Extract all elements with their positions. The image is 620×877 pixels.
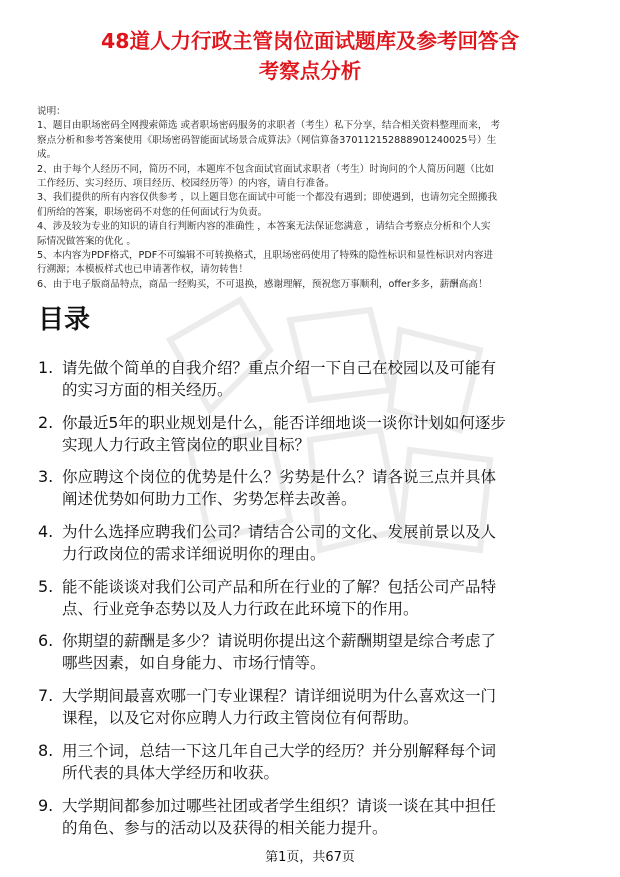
note-line: 成。 (37, 149, 57, 161)
toc-item-number: 6. (38, 631, 54, 651)
title-line-2: 考察点分析 (258, 59, 362, 83)
toc-item-number: 4. (38, 522, 54, 542)
toc-item-number: 5. (38, 576, 54, 596)
note-line: 1、题目由职场密码全网搜索筛选 或者职场密码服务的求职者（考生）私下分享，结合相关资料整理而来， 考 (37, 120, 501, 132)
note-line: 5、本内容为PDF格式，PDF不可编辑不可转换格式，且职场密码使用了特殊的隐性标识和显性标识对内容进 (37, 250, 494, 262)
toc-item-text[interactable] (62, 357, 588, 401)
note-line: 3、我们提供的所有内容仅供参考 ，以上题目您在面试中可能一个都没有遇到；即使遇到，也请勿完全照搬我 (37, 192, 498, 204)
toc-item-line: 课程，以及它对你应聘人力行政主管岗位有何帮助。 (62, 709, 419, 728)
toc-item-text[interactable] (62, 521, 588, 565)
toc-list (38, 357, 588, 849)
toc-item-line: 所代表的具体大学经历和收获。 (62, 763, 280, 782)
toc-item-line: 用三个词，总结一下这几年自己大学的经历？并分别解释每个词 (62, 741, 497, 760)
toc-item[interactable] (38, 795, 588, 850)
toc-item-line: 为什么选择应聘我们公司？请结合公司的文化、发展前景以及人 (62, 523, 497, 542)
toc-item-line: 能不能谈谈对我们公司产品和所在行业的了解？包括公司产品特 (62, 577, 497, 596)
toc-item-line: 阐述优势如何助力工作、劣势怎样去改善。 (62, 490, 357, 509)
note-line: 察点分析和参考答案使用《职场密码智能面试场景合成算法》（网信算备370112152888901240025号）生 (37, 134, 497, 146)
toc-item[interactable] (38, 466, 588, 521)
toc-item-line: 大学期间都参加过哪些社团或者学生组织？请谈一谈在其中担任 (62, 796, 497, 815)
toc-item-text[interactable] (62, 740, 588, 784)
note-line: 行溯源；本模板样式也已申请著作权，请勿转售！ (37, 264, 249, 276)
toc-item-line: 力行政岗位的需求详细说明你的理由。 (62, 545, 326, 564)
toc-item-line: 你应聘这个岗位的优势是什么？劣势是什么？请各说三点并具体 (62, 468, 497, 487)
toc-item-line: 点、行业竞争态势以及人力行政在此环境下的作用。 (62, 599, 419, 618)
toc-item[interactable] (38, 630, 588, 685)
toc-item-text[interactable] (62, 685, 588, 729)
title-line-1: 48道人力行政主管岗位面试题库及参考回答含 (100, 29, 520, 53)
toc-item-number: 8. (38, 740, 54, 760)
document-title (20, 26, 600, 86)
toc-item[interactable] (38, 685, 588, 740)
toc-item-line: 的实习方面的相关经历。 (62, 381, 233, 399)
toc-item[interactable] (38, 357, 588, 412)
toc-item-text[interactable] (62, 412, 588, 456)
toc-item-line: 大学期间最喜欢哪一门专业课程？请详细说明为什么喜欢这一门 (62, 687, 497, 706)
toc-item-text[interactable] (62, 795, 588, 839)
toc-item-number: 1. (38, 358, 54, 377)
toc-item-line: 哪些因素，如自身能力、市场行情等。 (62, 654, 326, 673)
note-line: 6、由于电子版商品特点，商品一经购买，不可退换，感谢理解，预祝您万事顺利，offer多多，薪酬高高！ (37, 278, 488, 290)
toc-item[interactable] (38, 412, 588, 467)
toc-heading: 目录 (38, 305, 91, 335)
toc-item[interactable] (38, 521, 588, 576)
note-line: 4、涉及较为专业的知识的请自行判断内容的准确性 ，本答案无法保证您满意 ，请结合考察点分析和个人实 (37, 221, 491, 233)
toc-item-text[interactable] (62, 576, 588, 620)
toc-item-text[interactable] (62, 466, 588, 510)
toc-item-number: 3. (38, 467, 54, 487)
toc-item-number: 2. (38, 412, 54, 432)
toc-item-number: 9. (38, 795, 54, 815)
toc-item[interactable] (38, 576, 588, 631)
toc-item-line: 实现人力行政主管岗位的职业目标？ (62, 435, 311, 454)
toc-item-line: 的角色、参与的活动以及获得的相关能力提升。 (62, 818, 388, 837)
toc-item-line: 你最近5年的职业规划是什么，能否详细地谈一谈你计划如何逐步 (62, 413, 506, 432)
note-line: 2、由于每个人经历不同，简历不同，本题库不包含面试官面试求职者（考生）时询问的个人简历问题（比如 (37, 163, 495, 175)
toc-item[interactable] (38, 740, 588, 795)
toc-item-line: 请先做个简单的自我介绍？重点介绍一下自己在校园以及可能有 (62, 359, 497, 377)
notes-section (37, 105, 589, 292)
page-footer: 第1页，共67页 (265, 850, 355, 865)
notes-heading: 说明： (37, 106, 66, 117)
note-line: 们所给的答案，职场密码不对您的任何面试行为负责。 (37, 206, 268, 218)
toc-item-text[interactable] (62, 630, 588, 674)
note-line: 际情况做答案的优化 。 (37, 235, 136, 247)
note-line: 工作经历、实习经历、项目经历、校园经历等）的内容，请自行准备。 (37, 178, 335, 190)
toc-item-line: 你期望的薪酬是多少？请说明你提出这个薪酬期望是综合考虑了 (62, 632, 497, 651)
toc-item-number: 7. (38, 686, 54, 706)
